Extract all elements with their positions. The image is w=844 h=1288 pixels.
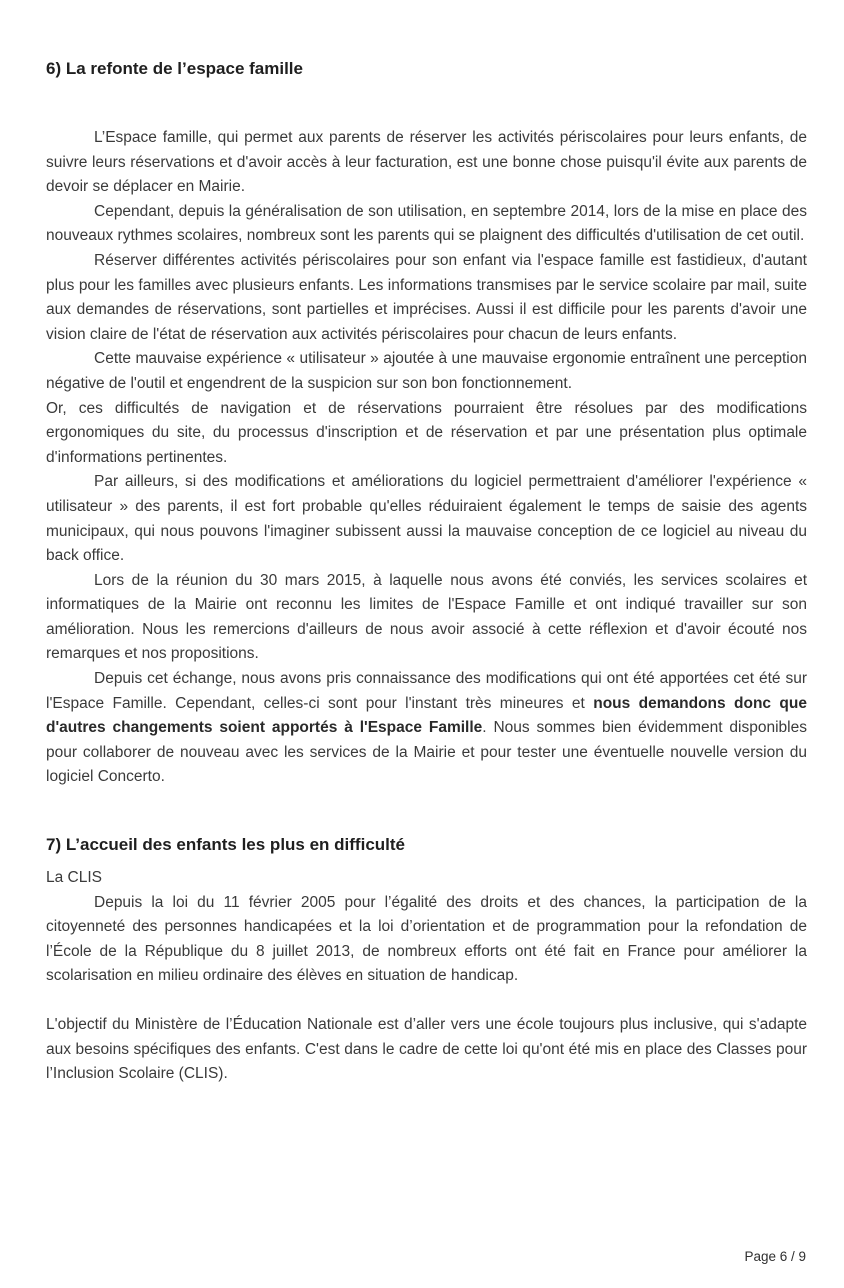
paragraph [46, 470, 807, 568]
section-heading: 6) La refonte de l’espace famille [46, 59, 303, 78]
paragraph [46, 569, 807, 667]
section-heading: 7) L’accueil des enfants les plus en difficulté [46, 835, 405, 855]
text-run: Cependant, depuis la généralisation de son utilisation, en septembre 2014, lors de la mise en place des nouveaux rythmes scolaires, nombreux sont les parents qui se plaignent des difficultés d'utilisation de cet outil. [46, 202, 807, 245]
paragraph [46, 126, 807, 200]
document-body [46, 58, 807, 1087]
paragraph [46, 667, 807, 790]
text-run: Or, ces difficultés de navigation et de réservations pourraient être résolues par des modifications ergonomiques du site, du processus d'inscription et de réservation et par une présentation plus optimale d'informations pertinentes. [46, 399, 807, 466]
spacer [46, 856, 807, 866]
paragraph [46, 200, 807, 249]
bold-text-run: nous demandons donc que d'autres changements soient apportés à l'Espace Famille [46, 694, 807, 737]
spacer [46, 790, 807, 834]
text-run: L'objectif du Ministère de l’Éducation Nationale est d’aller vers une école toujours plus inclusive, qui s'adapte aux besoins spécifiques des enfants. C'est dans le cadre de cette loi qu'ont été mis en place des Classes pour l’Inclusion Scolaire (CLIS). [46, 1016, 807, 1083]
paragraph [46, 891, 807, 989]
text-run: Depuis la loi du 11 février 2005 pour l’égalité des droits et des chances, la participation de la citoyenneté des personnes handicapées et la loi d’orientation et de programmation pour la refondation de l’École de la République du 8 juillet 2013, de nombreux efforts ont été fait en France pour améliorer la scolarisation en milieu ordinaire des élèves en situation de handicap. [46, 893, 807, 985]
text-run: L’Espace famille, qui permet aux parents de réserver les activités périscolaires pour leurs enfants, de suivre leurs réservations et d'avoir accès à leur facturation, est une bonne chose puisqu'il évite aux parents de devoir se déplacer en Mairie. [46, 129, 807, 196]
paragraph [46, 347, 807, 396]
paragraph-label: La CLIS [46, 869, 103, 887]
spacer [46, 80, 807, 126]
text-run: Réserver différentes activités périscolaires pour son enfant via l'espace famille est fastidieux, d'autant plus pour les familles avec plusieurs enfants. Les informations transmises par le service scolaire par mail, suite aux demandes de réservations, sont partielles et imprécises. Aussi il est difficile pour les parents d'avoir une vision claire de l'état de réservation aux activités périscolaires pour chacun de leurs enfants. [46, 251, 807, 343]
paragraph [46, 397, 807, 471]
text-run: Par ailleurs, si des modifications et améliorations du logiciel permettraient d'améliorer l'expérience « utilisateur » des parents, il est fort probable qu'elles réduiraient également le temps de saisie des agents municipaux, qui nous pouvons l'imaginer subissent aussi la mauvaise conception de ce logiciel au niveau du back office. [46, 473, 807, 565]
spacer [46, 989, 807, 1013]
text-run: Lors de la réunion du 30 mars 2015, à laquelle nous avons été conviés, les services scolaires et informatiques de la Mairie ont reconnu les limites de l'Espace Famille et ont indiqué travailler sur son amélioration. Nous les remercions d'ailleurs de nous avoir associé à cette réflexion et d'avoir écouté nos remarques et nos propositions. [46, 571, 807, 663]
paragraph [46, 1013, 807, 1087]
paragraph [46, 249, 807, 347]
text-run: . Nous sommes bien évidemment disponibles pour collaborer de nouveau avec les services de la Mairie et pour tester une éventuelle nouvelle version du logiciel Concerto. [46, 719, 807, 786]
text-run: Depuis cet échange, nous avons pris connaissance des modifications qui ont été apportées cet été sur l'Espace Famille. Cependant, celles-ci sont pour l'instant très mineures et [46, 670, 807, 712]
text-run: Cette mauvaise expérience « utilisateur » ajoutée à une mauvaise ergonomie entraînent une perception négative de l'outil et engendrent de la suspicion sur son bon fonctionnement. [46, 350, 807, 392]
page-number-footer: Page 6 / 9 [744, 1249, 806, 1264]
